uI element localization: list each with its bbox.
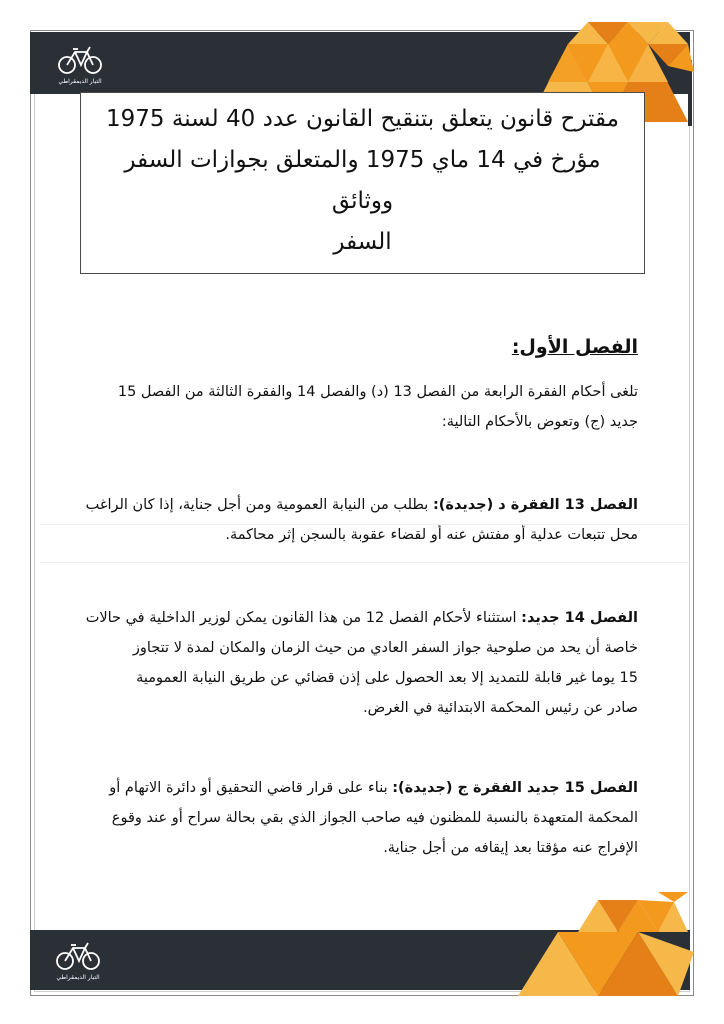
section-14-text-1: استثناء لأحكام الفصل 12 من هذا القانون يمكن لوزير الداخلية في حالات	[85, 610, 522, 626]
chapter-heading: الفصل الأول:	[511, 336, 638, 358]
bicycle-icon	[57, 44, 103, 76]
section-14-line-4: صادر عن رئيس المحكمة الابتدائية في الغرض.	[363, 700, 638, 716]
section-14-line-2: خاصة أن يحد من صلوحية جواز السفر العادي من حيث الزمان والمكان لمدة لا تتجاوز	[132, 640, 638, 656]
section-15-line-1	[78, 773, 638, 803]
section-13-text-1: بطلب من النيابة العمومية ومن أجل جناية، إذا كان الراغب	[85, 497, 433, 513]
section-14	[78, 603, 638, 723]
section-15-label: الفصل 15 جديد الفقرة ج (جديدة):	[392, 780, 638, 796]
bicycle-icon	[55, 940, 101, 972]
section-14-line-3: 15 يوما غير قابلة للتمديد إلا بعد الحصول على إذن قضائي عن طريق النيابة العمومية	[136, 670, 638, 686]
chapter-intro-line-1: تلغى أحكام الفقرة الرابعة من الفصل 13 (د) والفصل 14 والفقرة الثالثة من الفصل 15	[117, 384, 638, 400]
header-logo	[52, 36, 108, 92]
section-14-label: الفصل 14 جديد:	[521, 610, 638, 626]
section-14-line-1	[78, 603, 638, 633]
section-13	[78, 490, 638, 550]
chapter-intro	[78, 377, 638, 437]
header-logo-text: التيار الديمقراطي	[58, 77, 102, 85]
title-line-3: السفر	[333, 229, 392, 255]
section-15-line-2: المحكمة المتعهدة بالنسبة للمظنون فيه صاحب الجواز الذي بقي بحالة سراح أو عند وقوع	[111, 810, 638, 826]
footer-logo	[50, 932, 106, 988]
title-box	[80, 92, 645, 274]
faint-rule	[40, 524, 690, 525]
section-15-line-3: الإفراج عنه مؤقتا بعد إيقافه من أجل جناية.	[383, 840, 638, 856]
section-15-text-1: بناء على قرار قاضي التحقيق أو دائرة الاتهام أو	[109, 780, 393, 796]
section-13-label: الفصل 13 الفقرة د (جديدة):	[432, 497, 638, 513]
footer-logo-text: التيار الديمقراطي	[56, 973, 100, 981]
section-13-line-2: محل تتبعات عدلية أو مفتش عنه أو لقضاء عقوبة بالسجن إثر محاكمة.	[225, 527, 638, 543]
page-title	[81, 99, 644, 273]
section-13-line-1	[78, 490, 638, 520]
footer-triangle-pattern	[518, 892, 694, 996]
title-line-1: مقترح قانون يتعلق بتنقيح القانون عدد 40 لسنة 1975	[106, 106, 619, 132]
faint-rule	[40, 562, 690, 563]
title-line-2: مؤرخ في 14 ماي 1975 والمتعلق بجوازات السفر ووثائق	[124, 147, 601, 214]
section-15	[78, 773, 638, 863]
chapter-intro-line-2: جديد (ج) وتعوض بالأحكام التالية:	[441, 414, 638, 430]
